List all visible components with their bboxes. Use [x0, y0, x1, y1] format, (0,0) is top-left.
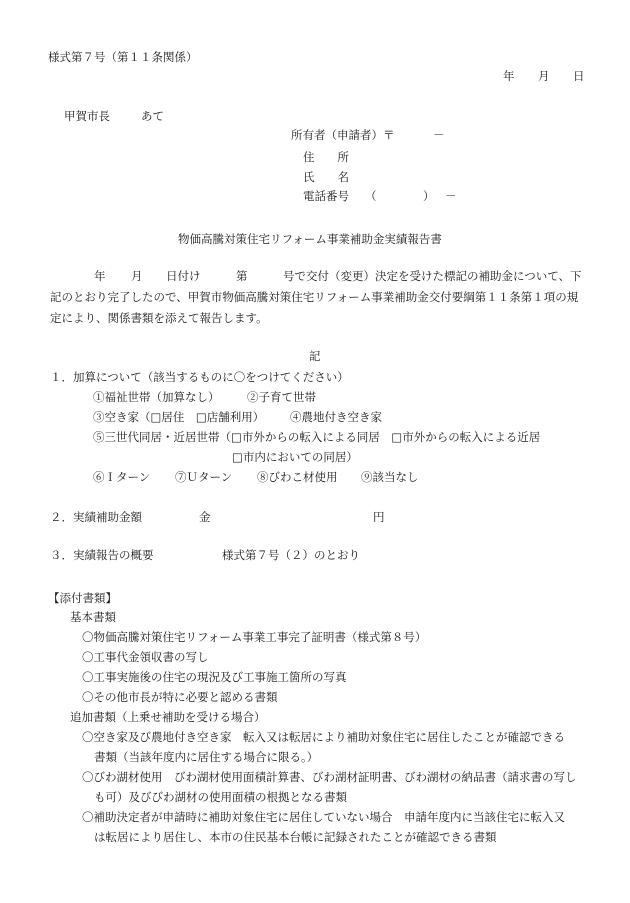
option-welfare: ①福祉世帯（加算なし）: [93, 390, 220, 404]
phone-paren-open: （: [365, 189, 377, 203]
section3-heading: ３．実績報告の概要: [50, 548, 154, 562]
postal-dash: －: [433, 128, 445, 142]
basic-doc-item: 〇物価高騰対策住宅リフォーム事業工事完了証明書（様式第８号）: [82, 630, 427, 644]
date-line: [0, 71, 630, 85]
addressee: [0, 111, 630, 125]
form-label: 様式第７号（第１１条関係）: [48, 50, 198, 64]
option-childcare: ②子育て世帯: [247, 390, 316, 404]
body-year: 年: [94, 269, 106, 283]
date-month-label: 月: [538, 69, 550, 83]
phone-line: [0, 191, 630, 205]
section2: [0, 512, 630, 526]
name-label: 氏 名: [303, 170, 349, 184]
option-none: ⑨該当なし: [361, 470, 419, 484]
section1-row5: [0, 472, 630, 486]
basic-doc-item: 〇工事代金領収書の写し: [82, 650, 209, 664]
option-u-turn: ⑦Ｕターン: [175, 470, 233, 484]
section1-heading: １．加算について（該当するものに〇をつけてください）: [50, 370, 349, 384]
phone-dash: －: [445, 189, 457, 203]
additional-doc-item: 〇空き家及び農地付き空き家 転入又は転居により補助対象住宅に居住したことが確認できる: [82, 730, 565, 744]
option-three-generation-cont: □市内においての同居）: [232, 450, 358, 464]
additional-doc-item-cont: 書類（当該年度内に居住する場合に限る。）: [94, 750, 319, 764]
addressee-name: 甲賀市長: [64, 109, 110, 123]
ki-heading: 記: [309, 349, 321, 363]
option-three-generation: ⑤三世代同居・近居世帯（□市外からの転入による同居 □市外からの転入による近居: [93, 430, 541, 444]
body-line-1: [0, 271, 630, 285]
body-rest: 号で交付（変更）決定を受けた標記の補助金について、下: [283, 269, 582, 283]
body-date: 日付け: [166, 269, 201, 283]
option-farmland-vacant-house: ④農地付き空き家: [290, 410, 382, 424]
additional-documents-heading: 追加書類（上乗せ補助を受ける場合）: [70, 710, 266, 724]
document-title: 物価高騰対策住宅リフォーム事業補助金実績報告書: [178, 232, 442, 246]
option-biwako-wood: ⑧びわこ材使用: [257, 470, 338, 484]
phone-label: 電話番号: [303, 189, 349, 203]
section3: [0, 550, 630, 564]
section1-row1: [0, 392, 630, 406]
additional-doc-item: 〇補助決定者が申請時に補助対象住宅に居住していない場合 申請年度内に当該住宅に転入又: [82, 810, 565, 824]
option-vacant-house: ③空き家（□居住 □店舗利用）: [93, 410, 265, 424]
section3-value: 様式第７号（２）のとおり: [222, 548, 360, 562]
basic-documents-heading: 基本書類: [70, 610, 116, 624]
basic-doc-item: 〇工事実施後の住宅の現況及び工事施工箇所の写真: [82, 670, 347, 684]
body-dai: 第: [236, 269, 248, 283]
owner-line: [0, 130, 630, 144]
owner-label: 所有者（申請者）〒: [291, 128, 395, 142]
amount-kin: 金: [199, 510, 211, 524]
additional-doc-item-cont: も可）及びびわ湖材の使用面積の根拠となる書類: [94, 790, 347, 804]
amount-yen: 円: [373, 510, 385, 524]
addressee-suffix: あて: [141, 109, 164, 123]
additional-doc-item: 〇びわ湖材使用 びわ湖材使用面積計算書、びわ湖材証明書、びわ湖材の納品書（請求書の写し: [82, 770, 577, 784]
date-year-label: 年: [503, 69, 515, 83]
section1-row2: [0, 412, 630, 426]
body-line-2: 記のとおり完了したので、甲賀市物価高騰対策住宅リフォーム事業補助金交付要綱第１１条第１項の規: [50, 290, 579, 304]
date-day-label: 日: [573, 69, 585, 83]
additional-doc-item-cont: は転居により居住し、本市の住民基本台帳に記録されたことが確認できる書類: [94, 830, 497, 844]
address-label: 住 所: [303, 150, 349, 164]
phone-paren-close: ）: [423, 189, 435, 203]
section2-heading: ２．実績補助金額: [50, 510, 142, 524]
body-month: 月: [131, 269, 143, 283]
attachments-heading: 【添付書類】: [48, 591, 117, 605]
basic-doc-item: 〇その他市長が特に必要と認める書類: [82, 690, 278, 704]
option-i-turn: ⑥Ｉターン: [93, 470, 151, 484]
body-line-3: 定により、関係書類を添えて報告します。: [50, 311, 268, 325]
